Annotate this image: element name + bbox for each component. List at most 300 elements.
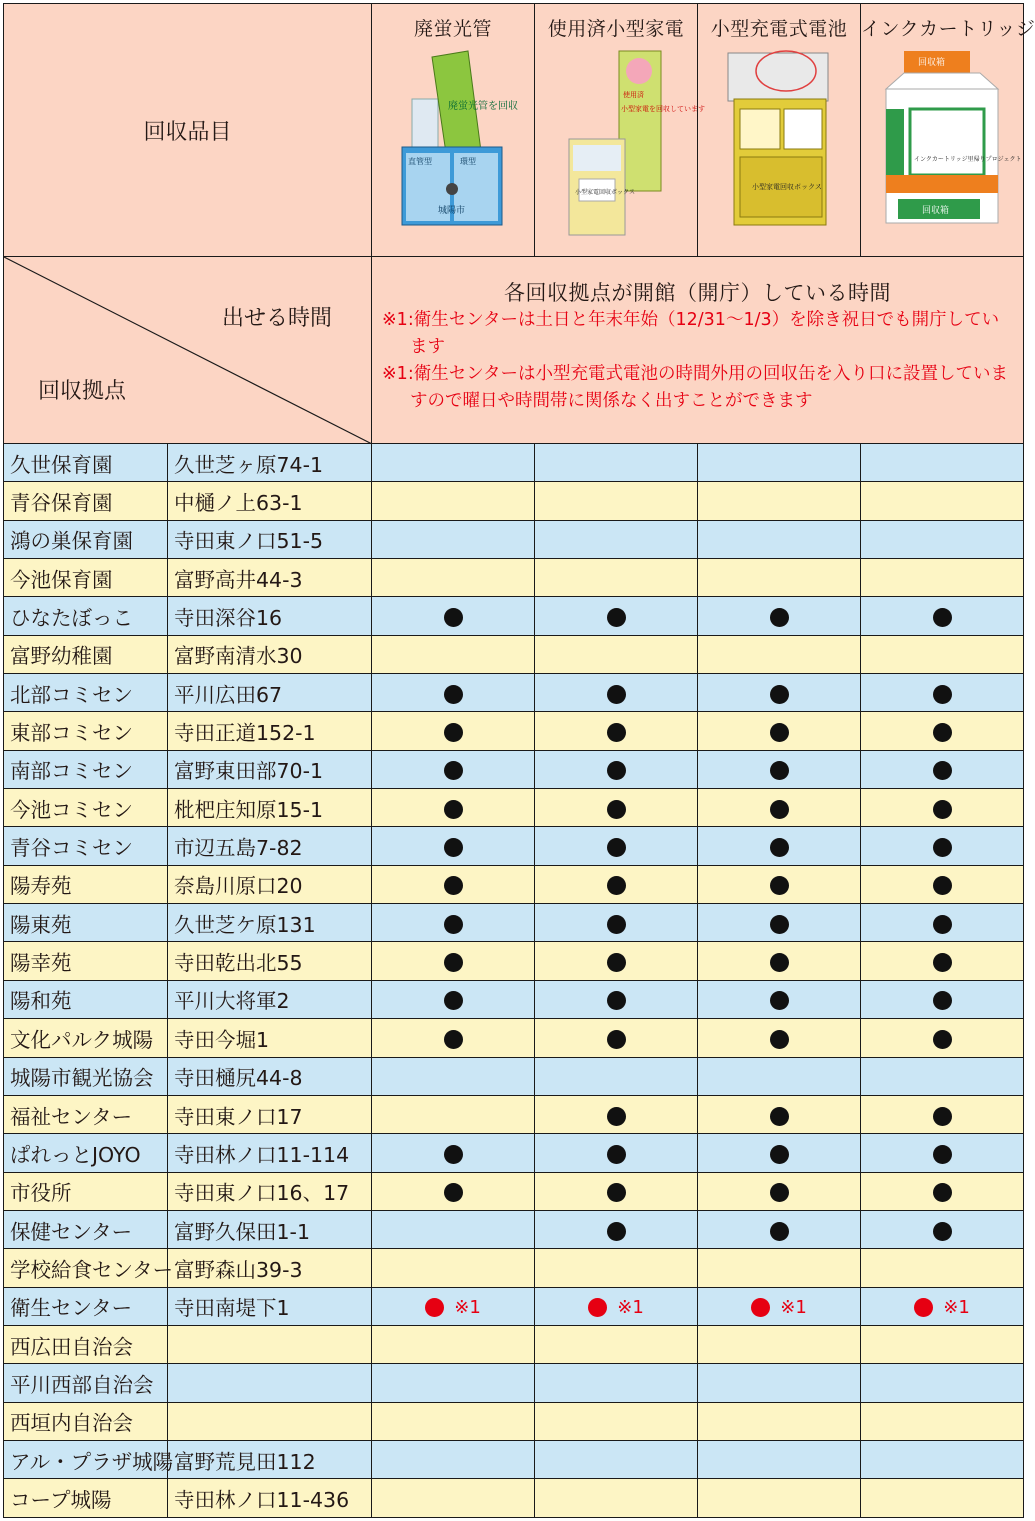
- location-address: 久世芝ヶ原74-1: [168, 444, 372, 482]
- available-red-dot-icon: [588, 1298, 607, 1317]
- available-dot-icon: [770, 1183, 789, 1202]
- available-dot-icon: [770, 761, 789, 780]
- availability-cell: [698, 482, 861, 520]
- location-address: 寺田乾出北55: [168, 942, 372, 980]
- table-row: [4, 1134, 1024, 1172]
- available-dot-icon: [770, 800, 789, 819]
- available-dot-icon: [933, 608, 952, 627]
- battery-box-icon: [724, 49, 834, 229]
- availability-cell: [372, 1287, 535, 1325]
- available-dot-icon: [770, 1030, 789, 1049]
- available-dot-icon: [444, 838, 463, 857]
- time-base-diagonal-cell: [4, 257, 372, 444]
- note-reference: ※1: [943, 1297, 970, 1319]
- table-row: [4, 520, 1024, 558]
- available-dot-icon: [444, 1145, 463, 1164]
- location-address: 富野高井44-3: [168, 559, 372, 597]
- fluorescent-box-image: [398, 49, 519, 229]
- available-dot-icon: [607, 991, 626, 1010]
- fluorescent-sign-text: 廃蛍光管を回収: [448, 101, 519, 112]
- location-name: 衛生センター: [4, 1287, 168, 1325]
- availability-cell: [861, 444, 1024, 482]
- availability-cell: [698, 904, 861, 942]
- availability-cell: [535, 750, 698, 788]
- availability-cell: [535, 444, 698, 482]
- available-red-dot-icon: [751, 1298, 770, 1317]
- availability-cell: [372, 1172, 535, 1210]
- availability-cell: [861, 712, 1024, 750]
- location-address: 寺田東ノ口16、17: [168, 1172, 372, 1210]
- location-name: 陽寿苑: [4, 865, 168, 903]
- note-reference: ※1: [780, 1297, 807, 1319]
- availability-cell: [861, 1440, 1024, 1478]
- availability-cell: [372, 1134, 535, 1172]
- location-address: 寺田東ノ口17: [168, 1095, 372, 1133]
- appliance-banner-text: 小型家電を回収しています: [621, 105, 706, 113]
- available-dot-icon: [444, 1030, 463, 1049]
- available-dot-icon: [607, 953, 626, 972]
- availability-cell: [372, 827, 535, 865]
- location-address: 寺田南堤下1: [168, 1287, 372, 1325]
- table-row: [4, 1287, 1024, 1325]
- location-name: 南部コミセン: [4, 750, 168, 788]
- availability-cell: [698, 1095, 861, 1133]
- availability-cell: [698, 1325, 861, 1363]
- available-dot-icon: [933, 685, 952, 704]
- availability-cell: [698, 559, 861, 597]
- location-name: コープ城陽: [4, 1479, 168, 1517]
- item-label: [4, 4, 372, 257]
- availability-cell: [535, 1095, 698, 1133]
- availability-cell: [372, 904, 535, 942]
- category-battery: [698, 4, 861, 257]
- location-address: 寺田正道152-1: [168, 712, 372, 750]
- location-address: 寺田今堀1: [168, 1019, 372, 1057]
- table-row: [4, 1249, 1024, 1287]
- available-dot-icon: [770, 838, 789, 857]
- available-dot-icon: [607, 800, 626, 819]
- location-address: 寺田東ノ口51-5: [168, 520, 372, 558]
- availability-cell: [535, 1249, 698, 1287]
- battery-box-image: [724, 49, 834, 229]
- location-name: 青谷保育園: [4, 482, 168, 520]
- availability-cell: [861, 1479, 1024, 1517]
- appliance-box-icon: [561, 49, 706, 239]
- availability-cell: [861, 635, 1024, 673]
- availability-cell: [535, 559, 698, 597]
- availability-cell: [698, 520, 861, 558]
- table-row: [4, 980, 1024, 1018]
- ink-box-icon: [882, 49, 1022, 229]
- availability-cell: [535, 597, 698, 635]
- location-address: 久世芝ケ原131: [168, 904, 372, 942]
- available-dot-icon: [607, 1145, 626, 1164]
- location-name: 学校給食センター: [4, 1249, 168, 1287]
- table-row: [4, 1440, 1024, 1478]
- note-reference: ※1: [454, 1297, 481, 1319]
- category-title: 小型充電式電池: [710, 18, 848, 40]
- availability-cell: [698, 865, 861, 903]
- table-row: [4, 827, 1024, 865]
- location-address: 平川広田67: [168, 674, 372, 712]
- availability-cell: [698, 1172, 861, 1210]
- available-dot-icon: [444, 876, 463, 895]
- table-row: [4, 1402, 1024, 1440]
- available-dot-icon: [770, 1145, 789, 1164]
- category-title: インクカートリッジ: [861, 18, 1035, 40]
- hours-note-1: ※1:衛生センターは土日と年末年始（12/31〜1/3）を除き祝日でも開庁しています: [382, 310, 1000, 357]
- availability-cell: [698, 712, 861, 750]
- available-dot-icon: [933, 1222, 952, 1241]
- availability-cell: [535, 1402, 698, 1440]
- availability-cell: [861, 1249, 1024, 1287]
- available-dot-icon: [933, 1030, 952, 1049]
- availability-cell: [535, 1440, 698, 1478]
- availability-cell: [698, 1287, 861, 1325]
- availability-cell: [535, 789, 698, 827]
- available-dot-icon: [444, 761, 463, 780]
- collection-table: [3, 3, 1035, 1518]
- appliance-box-image: [561, 49, 706, 239]
- availability-cell: [698, 1210, 861, 1248]
- available-dot-icon: [607, 723, 626, 742]
- available-dot-icon: [607, 685, 626, 704]
- availability-cell: [372, 1019, 535, 1057]
- availability-cell: [535, 674, 698, 712]
- available-dot-icon: [770, 1107, 789, 1126]
- available-dot-icon: [444, 608, 463, 627]
- location-name: 今池保育園: [4, 559, 168, 597]
- availability-cell: [372, 750, 535, 788]
- table-row: [4, 482, 1024, 520]
- appliance-banner-small-text: 使用済: [623, 91, 645, 99]
- availability-cell: [372, 865, 535, 903]
- available-dot-icon: [770, 608, 789, 627]
- availability-cell: [698, 980, 861, 1018]
- availability-cell: [535, 1019, 698, 1057]
- time-label: 出せる時間: [222, 306, 333, 331]
- available-dot-icon: [933, 800, 952, 819]
- available-dot-icon: [607, 1222, 626, 1241]
- location-name: 東部コミセン: [4, 712, 168, 750]
- availability-cell: [698, 750, 861, 788]
- availability-cell: [861, 1402, 1024, 1440]
- availability-cell: [861, 1287, 1024, 1325]
- available-dot-icon: [444, 723, 463, 742]
- available-dot-icon: [607, 876, 626, 895]
- location-name: 陽和苑: [4, 980, 168, 1018]
- collection-table-wrapper: [3, 3, 1035, 1518]
- category-title: 廃蛍光管: [414, 18, 493, 40]
- item-label-text: 回収品目: [143, 119, 232, 145]
- available-dot-icon: [770, 915, 789, 934]
- appliance-box-text: 小型家電回収ボックス: [575, 189, 635, 196]
- available-dot-icon: [933, 991, 952, 1010]
- location-name: 市役所: [4, 1172, 168, 1210]
- availability-cell: [372, 1325, 535, 1363]
- fluorescent-box-icon: [398, 49, 519, 229]
- availability-cell: [698, 789, 861, 827]
- availability-cell: [535, 1172, 698, 1210]
- availability-cell: [861, 865, 1024, 903]
- available-dot-icon: [933, 1107, 952, 1126]
- availability-cell: [372, 980, 535, 1018]
- location-address: 富野東田部70-1: [168, 750, 372, 788]
- availability-cell: [372, 1364, 535, 1402]
- availability-cell: [861, 827, 1024, 865]
- location-name: 福祉センター: [4, 1095, 168, 1133]
- availability-cell: [372, 1095, 535, 1133]
- table-row: [4, 559, 1024, 597]
- ink-top-text: 回収箱: [918, 58, 946, 68]
- location-address: 富野森山39-3: [168, 1249, 372, 1287]
- available-dot-icon: [607, 608, 626, 627]
- available-dot-icon: [933, 953, 952, 972]
- availability-cell: [535, 904, 698, 942]
- table-row: [4, 635, 1024, 673]
- header-row-hours: [4, 257, 1024, 444]
- availability-cell: [372, 482, 535, 520]
- location-name: アル・プラザ城陽: [4, 1440, 168, 1478]
- fluorescent-right-text: 環型: [460, 157, 477, 166]
- availability-cell: [698, 1440, 861, 1478]
- availability-cell: [861, 520, 1024, 558]
- availability-cell: [372, 520, 535, 558]
- location-address: 枇杷庄知原15-1: [168, 789, 372, 827]
- availability-cell: [372, 942, 535, 980]
- available-dot-icon: [444, 685, 463, 704]
- available-dot-icon: [933, 1183, 952, 1202]
- availability-cell: [535, 1134, 698, 1172]
- table-row: [4, 904, 1024, 942]
- availability-cell: [698, 635, 861, 673]
- location-name: 今池コミセン: [4, 789, 168, 827]
- availability-cell: [698, 597, 861, 635]
- availability-cell: [535, 865, 698, 903]
- availability-cell: [698, 1057, 861, 1095]
- availability-cell: [372, 1440, 535, 1478]
- availability-cell: [372, 1057, 535, 1095]
- available-red-dot-icon: [914, 1298, 933, 1317]
- category-ink: [861, 4, 1035, 257]
- availability-cell: [535, 1287, 698, 1325]
- available-dot-icon: [770, 953, 789, 972]
- location-address: [168, 1325, 372, 1363]
- table-row: [4, 1019, 1024, 1057]
- location-address: 寺田林ノ口11-436: [168, 1479, 372, 1517]
- available-dot-icon: [444, 1183, 463, 1202]
- availability-cell: [535, 635, 698, 673]
- table-row: [4, 674, 1024, 712]
- availability-cell: [372, 559, 535, 597]
- table-row: [4, 1210, 1024, 1248]
- availability-cell: [861, 980, 1024, 1018]
- availability-cell: [535, 712, 698, 750]
- available-dot-icon: [607, 1183, 626, 1202]
- availability-cell: [698, 1364, 861, 1402]
- availability-cell: [861, 1057, 1024, 1095]
- availability-cell: [372, 789, 535, 827]
- availability-cell: [861, 1019, 1024, 1057]
- availability-cell: [372, 635, 535, 673]
- availability-cell: [372, 444, 535, 482]
- table-row: [4, 942, 1024, 980]
- availability-cell: [861, 789, 1024, 827]
- availability-cell: [535, 1325, 698, 1363]
- availability-cell: [861, 1364, 1024, 1402]
- availability-cell: [861, 1210, 1024, 1248]
- availability-cell: [535, 1479, 698, 1517]
- location-name: 陽東苑: [4, 904, 168, 942]
- location-address: 富野久保田1-1: [168, 1210, 372, 1248]
- location-address: 寺田樋尻44-8: [168, 1057, 372, 1095]
- availability-cell: [372, 1249, 535, 1287]
- available-dot-icon: [444, 953, 463, 972]
- location-address: 寺田深谷16: [168, 597, 372, 635]
- fluorescent-city-text: 城陽市: [438, 206, 466, 216]
- available-dot-icon: [607, 1030, 626, 1049]
- availability-cell: [698, 942, 861, 980]
- available-dot-icon: [607, 761, 626, 780]
- availability-cell: [698, 674, 861, 712]
- available-dot-icon: [444, 800, 463, 819]
- availability-cell: [861, 1325, 1024, 1363]
- table-row: [4, 789, 1024, 827]
- location-name: 富野幼稚園: [4, 635, 168, 673]
- availability-cell: [861, 1095, 1024, 1133]
- table-row: [4, 444, 1024, 482]
- availability-cell: [372, 712, 535, 750]
- ink-project-text: インクカートリッジ里帰りプロジェクト: [914, 156, 1022, 163]
- available-dot-icon: [933, 761, 952, 780]
- availability-cell: [861, 674, 1024, 712]
- category-fluorescent: [372, 4, 535, 257]
- hours-info-cell: [372, 257, 1024, 444]
- availability-cell: [861, 904, 1024, 942]
- fluorescent-left-text: 直管型: [408, 157, 433, 166]
- available-dot-icon: [770, 991, 789, 1010]
- available-dot-icon: [933, 915, 952, 934]
- availability-cell: [698, 827, 861, 865]
- location-name: 西垣内自治会: [4, 1402, 168, 1440]
- availability-cell: [372, 1402, 535, 1440]
- diagonal-divider: [4, 257, 372, 444]
- ink-bottom-text: 回収箱: [922, 206, 950, 216]
- available-dot-icon: [770, 723, 789, 742]
- table-row: [4, 750, 1024, 788]
- availability-cell: [535, 482, 698, 520]
- availability-cell: [535, 1364, 698, 1402]
- availability-cell: [535, 980, 698, 1018]
- header-row-items: [4, 4, 1024, 257]
- location-address: [168, 1402, 372, 1440]
- table-row: [4, 1479, 1024, 1517]
- location-address: 市辺五島7-82: [168, 827, 372, 865]
- availability-cell: [698, 1402, 861, 1440]
- available-dot-icon: [444, 915, 463, 934]
- table-row: [4, 1172, 1024, 1210]
- location-name: ひなたぼっこ: [4, 597, 168, 635]
- location-name: 城陽市観光協会: [4, 1057, 168, 1095]
- availability-cell: [535, 942, 698, 980]
- category-title: 使用済小型家電: [547, 18, 685, 40]
- hours-title: 各回収拠点が開館（開庁）している時間: [504, 281, 892, 305]
- available-dot-icon: [444, 991, 463, 1010]
- availability-cell: [372, 597, 535, 635]
- available-red-dot-icon: [425, 1298, 444, 1317]
- availability-cell: [698, 1249, 861, 1287]
- location-name: 平川西部自治会: [4, 1364, 168, 1402]
- location-name: 久世保育園: [4, 444, 168, 482]
- base-label: 回収拠点: [38, 379, 127, 404]
- availability-cell: [698, 1479, 861, 1517]
- availability-cell: [861, 750, 1024, 788]
- availability-cell: [535, 1057, 698, 1095]
- available-dot-icon: [770, 876, 789, 895]
- table-row: [4, 597, 1024, 635]
- location-name: 文化パルク城陽: [4, 1019, 168, 1057]
- availability-cell: [698, 444, 861, 482]
- location-address: 奈島川原口20: [168, 865, 372, 903]
- location-address: [168, 1364, 372, 1402]
- table-row: [4, 1057, 1024, 1095]
- table-row: [4, 865, 1024, 903]
- available-dot-icon: [933, 723, 952, 742]
- location-name: 鴻の巣保育園: [4, 520, 168, 558]
- availability-cell: [861, 942, 1024, 980]
- availability-cell: [698, 1019, 861, 1057]
- table-row: [4, 1364, 1024, 1402]
- availability-cell: [372, 1210, 535, 1248]
- location-address: 平川大将軍2: [168, 980, 372, 1018]
- table-row: [4, 1095, 1024, 1133]
- location-name: 青谷コミセン: [4, 827, 168, 865]
- location-name: 保健センター: [4, 1210, 168, 1248]
- availability-cell: [861, 1134, 1024, 1172]
- availability-cell: [535, 1210, 698, 1248]
- available-dot-icon: [933, 1145, 952, 1164]
- note-reference: ※1: [617, 1297, 644, 1319]
- category-appliance: [535, 4, 706, 257]
- hours-note-2: ※1:衛生センターは小型充電式電池の時間外用の回収缶を入り口に設置していますので曜日や時間帯に関係なく出すことができます: [382, 364, 1009, 411]
- location-name: 北部コミセン: [4, 674, 168, 712]
- ink-box-image: [882, 49, 1022, 229]
- location-address: 富野荒見田112: [168, 1440, 372, 1478]
- availability-cell: [861, 1172, 1024, 1210]
- available-dot-icon: [933, 876, 952, 895]
- available-dot-icon: [933, 838, 952, 857]
- available-dot-icon: [607, 915, 626, 934]
- available-dot-icon: [607, 838, 626, 857]
- location-address: 寺田林ノ口11-114: [168, 1134, 372, 1172]
- availability-cell: [535, 520, 698, 558]
- availability-cell: [698, 1134, 861, 1172]
- availability-cell: [372, 1479, 535, 1517]
- availability-cell: [861, 482, 1024, 520]
- location-address: 富野南清水30: [168, 635, 372, 673]
- table-row: [4, 1325, 1024, 1363]
- location-name: 陽幸苑: [4, 942, 168, 980]
- location-address: 中樋ノ上63-1: [168, 482, 372, 520]
- availability-cell: [861, 597, 1024, 635]
- table-row: [4, 712, 1024, 750]
- battery-box-text: 小型家電回収ボックス: [752, 183, 822, 191]
- available-dot-icon: [607, 1107, 626, 1126]
- availability-cell: [372, 674, 535, 712]
- location-name: 西広田自治会: [4, 1325, 168, 1363]
- availability-cell: [535, 827, 698, 865]
- available-dot-icon: [770, 1222, 789, 1241]
